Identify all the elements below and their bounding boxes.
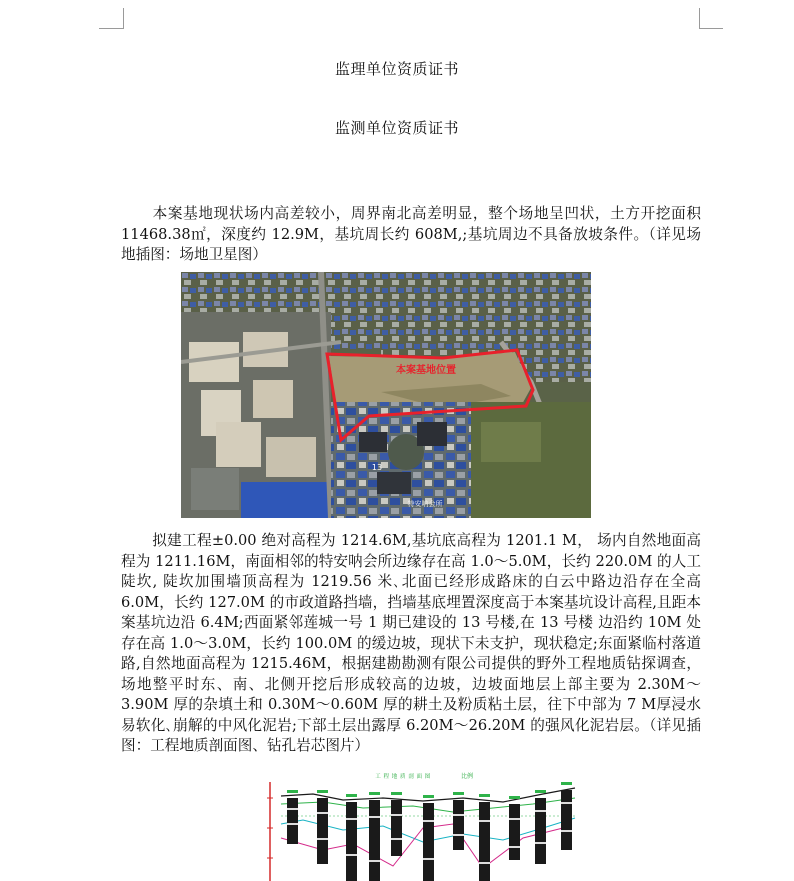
section-scale-note: 比例 [461,773,474,780]
section-title: 工 程 地 质 剖 面 图 [375,774,431,780]
borehole-6 [423,803,434,881]
borehole-1 [287,798,298,844]
heading-supervision-certificate: 监理单位资质证书 [334,60,459,78]
borehole-10 [535,798,546,864]
corner-guide-top-left [99,28,123,29]
borehole-8 [479,802,490,881]
building-13-label: 13 [371,463,383,472]
corner-guide-top-left-v [123,8,124,29]
borehole-5 [391,800,402,856]
corner-guide-top-right [699,28,723,29]
borehole-11 [561,790,572,850]
satellite-map [181,272,591,518]
site-location-label: 本案基地位置 [396,365,456,376]
borehole-3 [346,802,357,881]
paragraph-site-overview-text: 本案基地现状场内高差较小，周界南北高差明显，整个场地呈凹状，土方开挖面积 11468.38㎡，深度约 12.9M，基坑周长约 608M,;基坑周边不具备放坡条件。（详见场地插图：场地卫星图） [121,205,701,263]
borehole-9 [509,804,520,860]
borehole-2 [317,798,328,864]
club-venue-label: 特安呐会所 [407,500,443,508]
corner-guide-top-right-v [699,8,700,29]
section-svg [263,768,583,881]
paragraph-geology-detail-text: 拟建工程±0.00 绝对高程为 1214.6M,基坑底高程为 1201.1 M， 场内自然地面高程为 1211.16M，南面相邻的特安呐会所边缘存在高 1.0～5.0M，长约 220.0M 的人工陡坎, 陡坎加围墙顶高程为 1219.56 米､北面已经形成路床的白云中路边沿存在全高 6.0M，长约 127.0M 的市政道路挡墙，挡墙基底埋置深度高于本案基坑设计高程,且距本案基坑边沿 6.4M;西面紧邻莲城一号 1 期已建设的 13 号楼,在 13 号楼 边沿约 10M 处存在高 1.0～3.0M，长约 100.0M 的缓边坡，现状下未支护，现状稳定;东面紧临村落道路,自然地面高程为 1215.46M，根据建勘勘测有限公司提供的野外工程地质钻探调查，场地整平时东、南、北侧开挖后形成较高的边坡，边坡面地层上部主要为 2.30M～3.90M 厚的杂填土和 0.30M～0.60M 厚的耕土及粉质粘土层，往下中部为 7 M厚浸水易软化､崩解的中风化泥岩;下部土层出露厚 6.20M～26.20M 的强风化泥岩层。（详见插图：工程地质剖面图、钻孔岩芯图片） [121,532,701,754]
site-satellite-image [181,272,591,518]
paragraph-geology-detail [121,531,701,757]
geological-section-drawing [263,768,583,881]
paragraph-site-overview [121,204,701,266]
heading-monitoring-certificate: 监测单位资质证书 [334,119,459,137]
borehole-4 [369,800,380,881]
borehole-7 [453,800,464,850]
